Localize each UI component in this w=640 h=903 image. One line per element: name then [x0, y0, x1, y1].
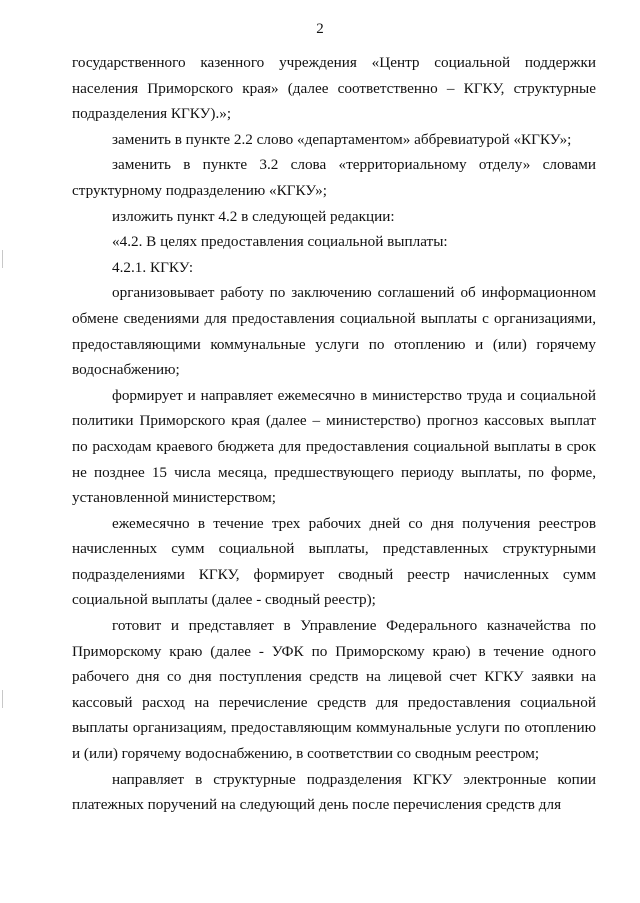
- paragraph-forecast: формирует и направляет ежемесячно в министерство труда и социальной политики Приморского края (далее – министерство) прогноз кассовых выплат по расходам краевого бюджета для предоставления социальной выплаты в срок не позднее 15 числа месяца, предшествующего периоду выплаты, по форме, установленной министерством;: [72, 386, 596, 507]
- paragraph-clause-4-2-1: 4.2.1. КГКУ:: [112, 258, 194, 276]
- document-body: [72, 50, 596, 818]
- paragraph-agreements: организовывает работу по заключению соглашений об информационном обмене сведениями для предоставления социальной выплаты с организациями, предоставляющими коммунальные услуги по отоплению и (или) горячему водоснабжению;: [72, 284, 596, 379]
- paragraph-clause-4-2: «4.2. В целях предоставления социальной выплаты:: [112, 233, 448, 251]
- page-number: 2: [316, 21, 324, 37]
- paragraph-restate-clause-4-2: изложить пункт 4.2 в следующей редакции:: [112, 207, 395, 225]
- paragraph-replace-clause-2-2: заменить в пункте 2.2 слово «департаментом» аббревиатурой «КГКУ»;: [112, 130, 572, 148]
- paragraph-payment-copies: направляет в структурные подразделения КГКУ электронные копии платежных поручений на следующий день после перечисления средств для: [72, 770, 596, 814]
- scan-edge-mark: [2, 250, 3, 268]
- paragraph-treasury-requests: готовит и представляет в Управление Федерального казначейства по Приморскому краю (далее - УФК по Приморскому краю) в течение одного рабочего дня со дня поступления средств на лицевой счет КГКУ заявки на кассовый расход на перечисление средств для предоставления социальной выплаты организациям, предоставляющим коммунальные услуги по отоплению и (или) горячему водоснабжению, в соответствии со сводным реестром;: [72, 617, 596, 763]
- scan-edge-mark: [2, 690, 3, 708]
- paragraph-continuation: государственного казенного учреждения «Центр социальной поддержки населения Приморского края» (далее соответственно – КГКУ, структурные подразделения КГКУ).»;: [72, 54, 596, 123]
- paragraph-consolidated-register: ежемесячно в течение трех рабочих дней со дня получения реестров начисленных сумм социальной выплаты, представленных структурными подразделениями КГКУ, формирует сводный реестр начисленных сумм социальной выплаты (далее - сводный реестр);: [72, 514, 596, 609]
- paragraph-replace-clause-3-2: заменить в пункте 3.2 слова «территориальному отделу» словами структурному подразделению «КГКУ»;: [72, 156, 596, 199]
